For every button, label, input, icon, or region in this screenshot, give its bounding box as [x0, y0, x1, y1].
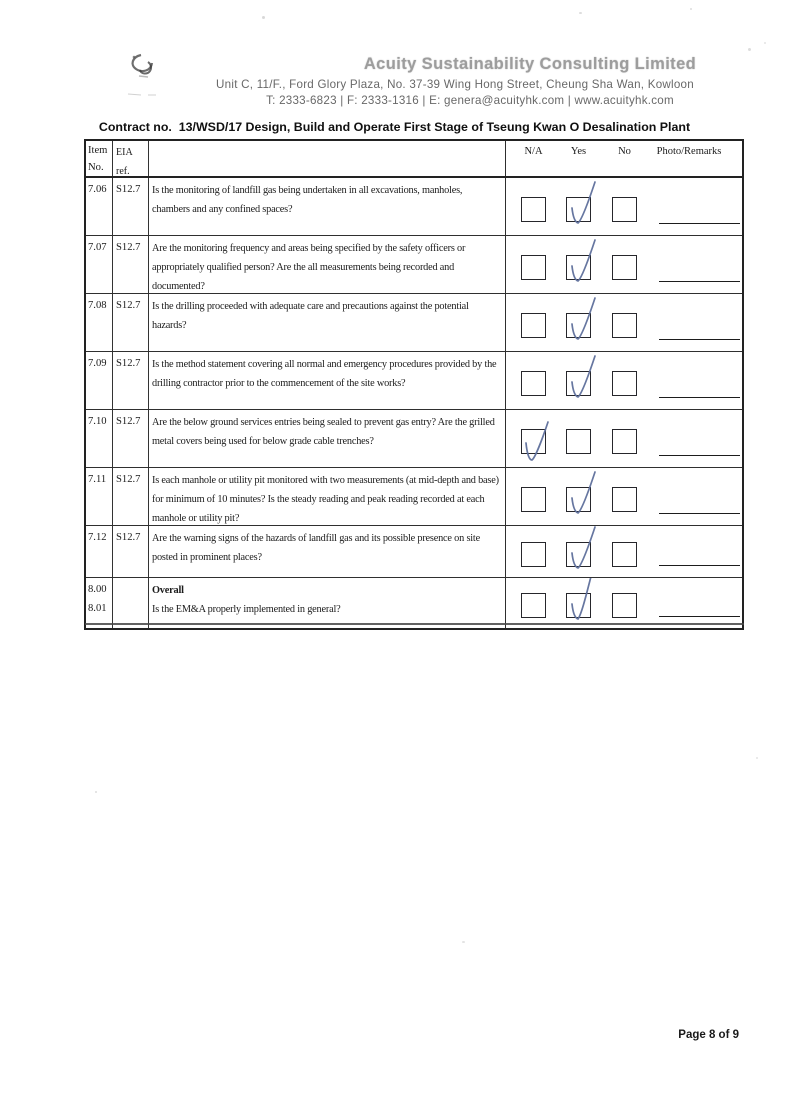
scan-speck — [462, 941, 465, 943]
company-name: Acuity Sustainability Consulting Limited — [363, 55, 697, 73]
header-eia-ref: EIA ref. — [113, 141, 149, 176]
na-checkbox — [521, 313, 546, 338]
table-row — [86, 178, 742, 235]
scan-speck — [756, 757, 758, 759]
eia-ref: S12.7 — [113, 352, 149, 409]
yes-checkbox — [566, 255, 591, 280]
remarks-line — [659, 565, 740, 566]
table-row — [86, 293, 742, 351]
header-question-column — [149, 141, 506, 176]
header-yes: Yes — [570, 146, 587, 157]
item-number: 7.07 — [88, 242, 107, 253]
na-checkbox — [521, 593, 546, 618]
table-row — [86, 525, 742, 577]
na-checkbox — [521, 255, 546, 280]
question-text: Is the monitoring of landfill gas being undertaken in all excavations, manholes, chambers and any confined spaces? — [152, 185, 463, 215]
company-contact-line: T: 2333-6823 | F: 2333-1316 | E: genera@acuityhk.com | www.acuityhk.com — [266, 94, 674, 107]
item-number: 7.10 — [88, 416, 107, 427]
na-checkbox — [521, 197, 546, 222]
question-text: Are the below ground services entries being sealed to prevent gas entry? Are the grilled metal covers being used for below grade cable trenches? — [152, 417, 495, 447]
table-row — [86, 235, 742, 293]
eia-ref: S12.7 — [113, 526, 149, 577]
item-number: 7.12 — [88, 532, 107, 543]
na-checkbox — [521, 542, 546, 567]
yes-checkbox — [566, 429, 591, 454]
no-checkbox — [612, 313, 637, 338]
remarks-line — [659, 397, 740, 398]
question-text: Are the warning signs of the hazards of landfill gas and its possible presence on site posted in prominent places? — [152, 533, 480, 563]
remarks-line — [659, 339, 740, 340]
question-text: Is the EM&A properly implemented in general? — [152, 604, 341, 615]
item-number: 8.00 — [88, 584, 107, 595]
item-number: 7.09 — [88, 358, 107, 369]
no-checkbox — [612, 593, 637, 618]
eia-ref: S12.7 — [113, 410, 149, 467]
scan-speck — [690, 8, 692, 10]
table-row — [86, 577, 742, 628]
yes-checkbox — [566, 197, 591, 222]
scan-speck — [95, 791, 97, 793]
checklist-table — [84, 139, 744, 630]
scan-speck — [764, 42, 766, 44]
remarks-line — [659, 616, 740, 617]
remarks-line — [659, 513, 740, 514]
item-number: 7.11 — [88, 474, 107, 485]
eia-ref — [113, 578, 149, 628]
table-bottom-scan-line — [85, 623, 744, 625]
question-text: Is the drilling proceeded with adequate care and precautions against the potential hazards? — [152, 301, 469, 331]
remarks-line — [659, 223, 740, 224]
question-text: Are the monitoring frequency and areas being specified by the safety officers or appropriately qualified person? Are the all measurements being recorded and documented? — [152, 243, 466, 292]
table-row — [86, 467, 742, 525]
yes-checkbox — [566, 593, 591, 618]
yes-checkbox — [566, 542, 591, 567]
header-no: No — [618, 146, 631, 157]
question-text: Is the method statement covering all normal and emergency procedures provided by the drilling contractor prior to the commencement of the site works? — [152, 359, 497, 389]
page-number: Page 8 of 9 — [678, 1029, 739, 1041]
yes-checkbox — [566, 313, 591, 338]
no-checkbox — [612, 487, 637, 512]
header-photo-remarks: Photo/Remarks — [656, 146, 722, 157]
na-checkbox — [521, 371, 546, 396]
scan-speck — [579, 12, 582, 14]
yes-checkbox — [566, 487, 591, 512]
na-checkbox — [521, 487, 546, 512]
na-checkbox — [521, 429, 546, 454]
item-number-secondary: 8.01 — [88, 603, 107, 614]
question-text: Is each manhole or utility pit monitored with two measurements (at mid-depth and base) for minimum of 10 minutes? Is the steady reading and peak reading recorded at each manhole or utility pit? — [152, 475, 499, 524]
no-checkbox — [612, 255, 637, 280]
contract-title: Contract no. 13/WSD/17 Design, Build and Operate First Stage of Tseung Kwan O Desalination Plant — [98, 120, 691, 134]
no-checkbox — [612, 371, 637, 396]
scan-speck — [748, 48, 751, 51]
eia-ref: S12.7 — [113, 294, 149, 351]
company-address: Unit C, 11/F., Ford Glory Plaza, No. 37-39 Wing Hong Street, Cheung Sha Wan, Kowloon — [216, 78, 694, 91]
header-item-no: Item No. — [86, 141, 113, 176]
table-header-row — [86, 141, 742, 178]
item-number: 7.06 — [88, 184, 107, 195]
item-number: 7.08 — [88, 300, 107, 311]
table-row — [86, 409, 742, 467]
header-answer-columns — [506, 141, 742, 176]
checklist-body — [86, 178, 742, 628]
remarks-line — [659, 281, 740, 282]
scan-speck — [262, 16, 265, 19]
no-checkbox — [612, 429, 637, 454]
yes-checkbox — [566, 371, 591, 396]
question-heading: Overall — [152, 585, 184, 596]
eia-ref: S12.7 — [113, 468, 149, 525]
no-checkbox — [612, 197, 637, 222]
remarks-line — [659, 455, 740, 456]
no-checkbox — [612, 542, 637, 567]
table-row — [86, 351, 742, 409]
eia-ref: S12.7 — [113, 236, 149, 293]
header-na: N/A — [524, 146, 543, 157]
eia-ref: S12.7 — [113, 178, 149, 235]
